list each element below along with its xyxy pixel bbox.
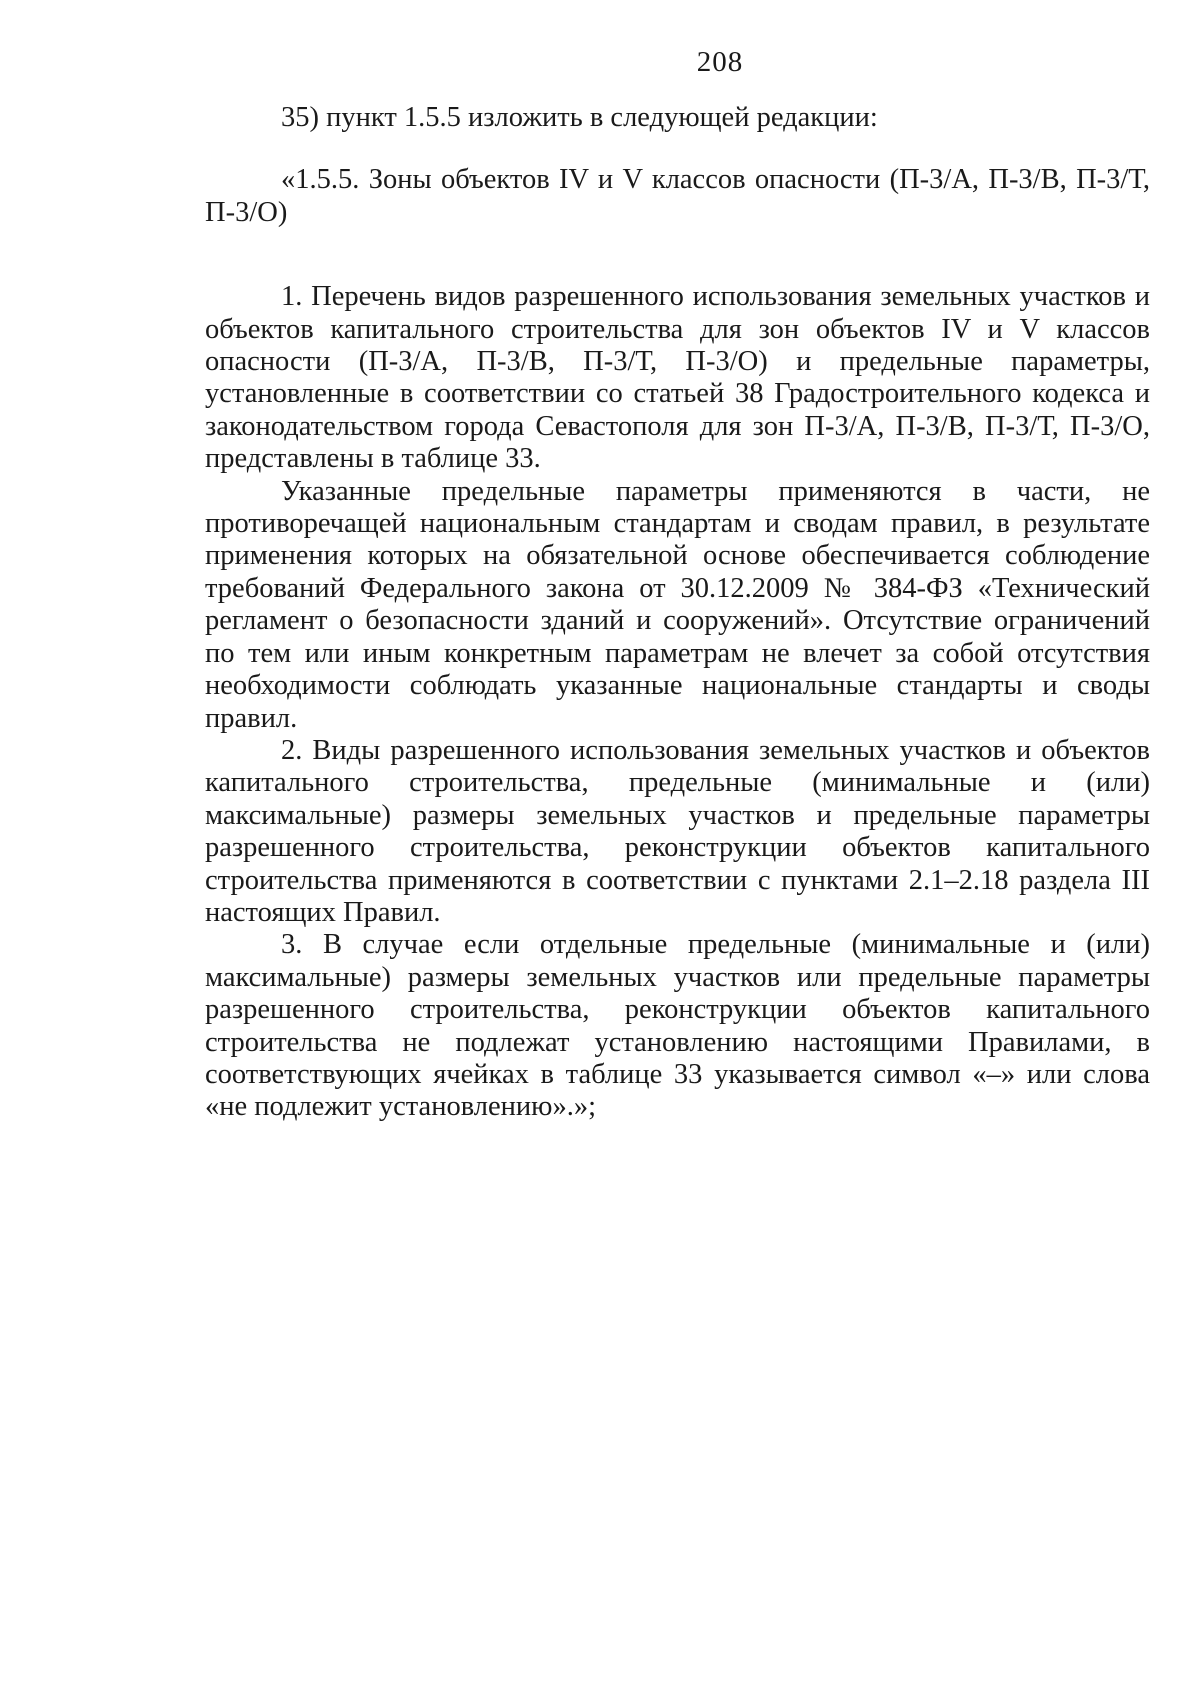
item-1-paragraph: 1. Перечень видов разрешенного использования земельных участков и объектов капитального строительства для зон объектов IV и V классов опасности (П-3/А, П-3/В, П-3/Т, П-3/О) и предельные параметры, установленные в соответствии со статьей 38 Градостроительного кодекса и законодательством города Севастополя для зон П-3/А, П-3/В, П-3/Т, П-3/О, представлены в таблице 33. [205,281,1150,475]
page-number: 208 [696,46,744,78]
item-3-paragraph: 3. В случае если отдельные предельные (минимальные и (или) максимальные) размеры земельных участков или предельные параметры разрешенного строительства, реконструкции объектов капитального строительства не подлежат установлению настоящими Правилами, в соответствующих ячейках в таблице 33 указывается символ «–» или слова «не подлежит установлению».»; [205,929,1150,1123]
limits-note-paragraph: Указанные предельные параметры применяются в части, не противоречащей национальным стандартам и сводам правил, в результате применения которых на обязательной основе обеспечивается соблюдение требований Федерального закона от 30.12.2009 № 384-ФЗ «Технический регламент о безопасности зданий и сооружений». Отсутствие ограничений по тем или иным конкретным параметрам не влечет за собой отсутствия необходимости соблюдать указанные национальные стандарты и своды правил. [205,475,1150,734]
amendment-paragraph: 35) пункт 1.5.5 изложить в следующей редакции: [281,102,878,133]
section-heading: «1.5.5. Зоны объектов IV и V классов опасности (П-3/А, П-3/В, П-3/Т, П-3/О) [205,164,1150,228]
document-body [205,102,1150,1124]
item-2-paragraph: 2. Виды разрешенного использования земельных участков и объектов капитального строительства, предельные (минимальные и (или) максимальные) размеры земельных участков и предельные параметры разрешенного строительства, реконструкции объектов капитального строительства применяются в соответствии с пунктами 2.1–2.18 раздела III настоящих Правил. [205,734,1150,928]
